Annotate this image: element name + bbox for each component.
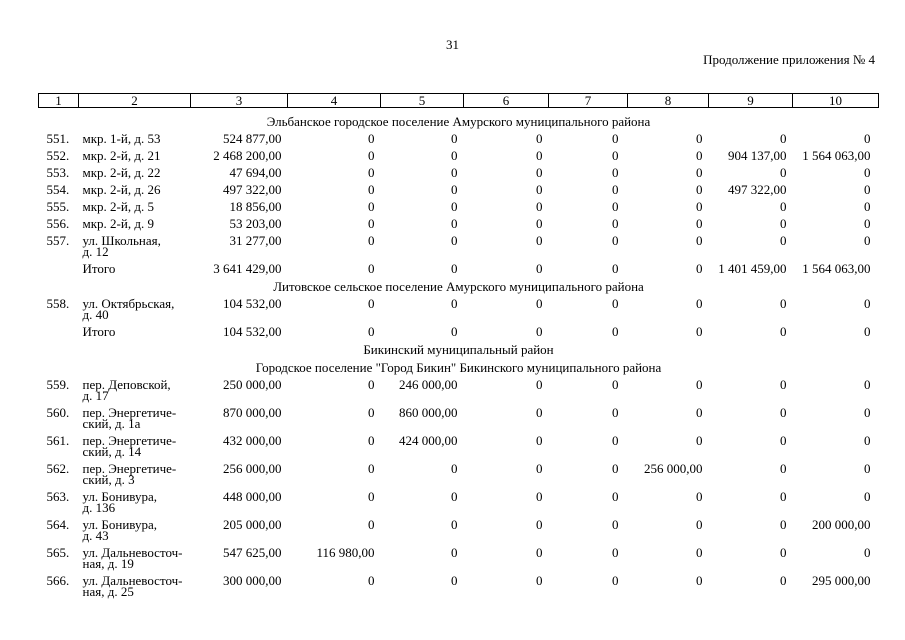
amount-col-10: 0 (864, 296, 871, 311)
address-line: ул. Бонивура, (82, 517, 158, 532)
amount-col-9: 0 (780, 461, 787, 476)
amount-col-7: 0 (612, 296, 619, 311)
amount-col-6: 0 (536, 324, 543, 339)
amount-col-10: 0 (864, 216, 871, 231)
amount-col-4: 0 (368, 489, 375, 504)
amount-col-9: 497 322,00 (728, 182, 787, 197)
column-header-7: 7 (549, 94, 628, 108)
total-label: Итого (82, 324, 116, 339)
amount-col-9: 0 (780, 165, 787, 180)
section-heading-row (39, 340, 879, 358)
appendix-continuation-caption: Продолжение приложения № 4 (703, 52, 875, 67)
amount-col-8: 256 000,00 (644, 461, 703, 476)
amount-col-3: 104 532,00 (223, 296, 282, 311)
amount-col-6: 0 (536, 461, 543, 476)
table-row (39, 544, 879, 572)
amount-col-4: 0 (368, 131, 375, 146)
amount-col-8: 0 (696, 517, 703, 532)
amount-col-8: 0 (696, 216, 703, 231)
address-cell (79, 130, 191, 147)
table-row (39, 164, 879, 181)
amount-col-3: 18 856,00 (229, 199, 282, 214)
amount-col-9: 0 (780, 517, 787, 532)
amount-col-7: 0 (612, 461, 619, 476)
amount-col-3: 300 000,00 (223, 573, 282, 588)
address-line: ная, д. 25 (82, 584, 134, 599)
address-line: пер. Деповской, (82, 377, 171, 392)
amount-col-9: 0 (780, 216, 787, 231)
amount-col-7: 0 (612, 377, 619, 392)
amount-col-8: 0 (696, 545, 703, 560)
address-line: д. 12 (82, 244, 109, 259)
amount-col-4: 0 (368, 377, 375, 392)
amount-col-3: 2 468 200,00 (213, 148, 282, 163)
amount-col-9: 0 (780, 199, 787, 214)
appendix-table (38, 93, 879, 600)
amount-col-7: 0 (612, 545, 619, 560)
amount-col-7: 0 (612, 165, 619, 180)
row-number: 566. (46, 573, 70, 588)
amount-col-10: 0 (864, 233, 871, 248)
amount-col-8: 0 (696, 433, 703, 448)
address-line: ский, д. 3 (82, 472, 135, 487)
address-line: д. 17 (82, 388, 109, 403)
amount-col-6: 0 (536, 165, 543, 180)
column-header-4: 4 (288, 94, 381, 108)
table-row (39, 181, 879, 198)
amount-col-10: 0 (864, 324, 871, 339)
amount-col-8: 0 (696, 148, 703, 163)
amount-col-5: 0 (451, 131, 458, 146)
amount-col-10: 0 (864, 545, 871, 560)
amount-col-10: 0 (864, 199, 871, 214)
address-line: ский, д. 1а (82, 416, 141, 431)
address-cell (79, 147, 191, 164)
amount-col-6: 0 (536, 199, 543, 214)
amount-col-10: 0 (864, 433, 871, 448)
address-line: д. 40 (82, 307, 109, 322)
amount-col-3: 53 203,00 (229, 216, 282, 231)
page-number: 31 (446, 37, 459, 52)
amount-col-7: 0 (612, 148, 619, 163)
section-heading-row (39, 277, 879, 295)
amount-col-5: 0 (451, 216, 458, 231)
section-heading: Литовское сельское поселение Амурского муниципального района (273, 279, 644, 294)
section-heading: Бикинский муниципальный район (363, 342, 554, 357)
address-cell (79, 544, 191, 572)
amount-col-8: 0 (696, 233, 703, 248)
amount-col-8: 0 (696, 165, 703, 180)
amount-col-9: 0 (780, 296, 787, 311)
table-row (39, 432, 879, 460)
column-header-3: 3 (191, 94, 288, 108)
amount-col-7: 0 (612, 324, 619, 339)
amount-col-4: 0 (368, 216, 375, 231)
address-line: ул. Бонивура, (82, 489, 158, 504)
table-header (39, 94, 879, 108)
amount-col-6: 0 (536, 131, 543, 146)
amount-col-10: 0 (864, 461, 871, 476)
amount-col-5: 424 000,00 (399, 433, 458, 448)
amount-col-3: 205 000,00 (223, 517, 282, 532)
amount-col-10: 295 000,00 (812, 573, 871, 588)
table-row (39, 198, 879, 215)
amount-col-10: 0 (864, 165, 871, 180)
amount-col-7: 0 (612, 517, 619, 532)
amount-col-5: 0 (451, 182, 458, 197)
amount-col-9: 0 (780, 233, 787, 248)
amount-col-4: 116 980,00 (316, 545, 375, 560)
amount-col-5: 246 000,00 (399, 377, 458, 392)
amount-col-8: 0 (696, 261, 703, 276)
column-header-6: 6 (464, 94, 549, 108)
amount-col-5: 0 (451, 545, 458, 560)
amount-col-6: 0 (536, 148, 543, 163)
amount-col-9: 0 (780, 545, 787, 560)
amount-col-7: 0 (612, 433, 619, 448)
address-cell (79, 516, 191, 544)
address-line: ул. Октябрьская, (82, 296, 175, 311)
amount-col-9: 0 (780, 324, 787, 339)
row-number: 562. (46, 461, 70, 476)
amount-col-4: 0 (368, 573, 375, 588)
row-number: 559. (46, 377, 70, 392)
section-heading: Эльбанское городское поселение Амурского муниципального района (266, 114, 651, 129)
amount-col-4: 0 (368, 165, 375, 180)
amount-col-7: 0 (612, 233, 619, 248)
address-line: ул. Дальневосточ- (82, 545, 183, 560)
section-heading-row (39, 112, 879, 130)
amount-col-7: 0 (612, 261, 619, 276)
column-header-2: 2 (79, 94, 191, 108)
amount-col-6: 0 (536, 573, 543, 588)
amount-col-5: 0 (451, 461, 458, 476)
address-cell (79, 488, 191, 516)
total-label-cell (79, 260, 191, 277)
address-line: д. 43 (82, 528, 109, 543)
amount-col-9: 0 (780, 377, 787, 392)
row-number: 554. (46, 182, 70, 197)
amount-col-6: 0 (536, 377, 543, 392)
table-row (39, 215, 879, 232)
amount-col-4: 0 (368, 199, 375, 214)
column-header-9: 9 (709, 94, 793, 108)
amount-col-9: 0 (780, 573, 787, 588)
address-cell (79, 215, 191, 232)
total-label: Итого (82, 261, 116, 276)
address-line: пер. Энергетиче- (82, 405, 177, 420)
amount-col-3: 432 000,00 (223, 433, 282, 448)
amount-col-3: 547 625,00 (223, 545, 282, 560)
total-label-cell (79, 323, 191, 340)
amount-col-6: 0 (536, 296, 543, 311)
amount-col-5: 0 (451, 517, 458, 532)
address-cell (79, 164, 191, 181)
address-line: мкр. 2-й, д. 26 (82, 182, 161, 197)
total-row (39, 323, 879, 340)
amount-col-10: 1 564 063,00 (802, 148, 871, 163)
amount-col-9: 1 401 459,00 (718, 261, 787, 276)
table-row (39, 295, 879, 323)
table-row (39, 488, 879, 516)
amount-col-4: 0 (368, 296, 375, 311)
table-row (39, 572, 879, 600)
amount-col-8: 0 (696, 489, 703, 504)
amount-col-5: 0 (451, 296, 458, 311)
amount-col-6: 0 (536, 517, 543, 532)
amount-col-3: 47 694,00 (229, 165, 282, 180)
row-number: 564. (46, 517, 70, 532)
amount-col-3: 31 277,00 (229, 233, 282, 248)
column-header-10: 10 (793, 94, 879, 108)
amount-col-3: 448 000,00 (223, 489, 282, 504)
amount-col-9: 0 (780, 405, 787, 420)
row-number: 557. (46, 233, 70, 248)
amount-col-7: 0 (612, 573, 619, 588)
amount-col-5: 0 (451, 573, 458, 588)
amount-col-6: 0 (536, 405, 543, 420)
amount-col-3: 497 322,00 (223, 182, 282, 197)
amount-col-10: 1 564 063,00 (802, 261, 871, 276)
amount-col-7: 0 (612, 489, 619, 504)
amount-col-7: 0 (612, 216, 619, 231)
amount-col-8: 0 (696, 377, 703, 392)
amount-col-4: 0 (368, 148, 375, 163)
amount-col-5: 0 (451, 324, 458, 339)
amount-col-4: 0 (368, 261, 375, 276)
table-row (39, 130, 879, 147)
amount-col-8: 0 (696, 324, 703, 339)
address-line: д. 136 (82, 500, 116, 515)
address-line: мкр. 2-й, д. 22 (82, 165, 161, 180)
amount-col-4: 0 (368, 433, 375, 448)
address-cell (79, 181, 191, 198)
row-number: 551. (46, 131, 70, 146)
amount-col-7: 0 (612, 405, 619, 420)
address-cell (79, 460, 191, 488)
column-header-5: 5 (381, 94, 464, 108)
row-number: 552. (46, 148, 70, 163)
amount-col-8: 0 (696, 182, 703, 197)
amount-col-6: 0 (536, 233, 543, 248)
amount-col-8: 0 (696, 405, 703, 420)
amount-col-5: 0 (451, 199, 458, 214)
amount-col-4: 0 (368, 182, 375, 197)
amount-col-4: 0 (368, 405, 375, 420)
amount-col-9: 0 (780, 489, 787, 504)
amount-col-5: 0 (451, 165, 458, 180)
row-number: 563. (46, 489, 70, 504)
table-row (39, 516, 879, 544)
amount-col-10: 0 (864, 405, 871, 420)
amount-col-6: 0 (536, 433, 543, 448)
table-body (39, 108, 879, 601)
amount-col-8: 0 (696, 573, 703, 588)
amount-col-5: 0 (451, 148, 458, 163)
total-row (39, 260, 879, 277)
amount-col-4: 0 (368, 461, 375, 476)
amount-col-6: 0 (536, 545, 543, 560)
column-header-1: 1 (39, 94, 79, 108)
table-row (39, 376, 879, 404)
amount-col-9: 904 137,00 (728, 148, 787, 163)
table-row (39, 232, 879, 260)
amount-col-8: 0 (696, 296, 703, 311)
row-number: 555. (46, 199, 70, 214)
amount-col-3: 870 000,00 (223, 405, 282, 420)
table-row (39, 460, 879, 488)
address-line: мкр. 2-й, д. 5 (82, 199, 154, 214)
amount-col-9: 0 (780, 433, 787, 448)
row-number: 556. (46, 216, 70, 231)
amount-col-4: 0 (368, 233, 375, 248)
amount-col-9: 0 (780, 131, 787, 146)
address-cell (79, 376, 191, 404)
address-cell (79, 572, 191, 600)
amount-col-3: 3 641 429,00 (213, 261, 282, 276)
amount-col-10: 0 (864, 489, 871, 504)
address-line: мкр. 2-й, д. 21 (82, 148, 161, 163)
amount-col-3: 524 877,00 (223, 131, 282, 146)
amount-col-8: 0 (696, 199, 703, 214)
address-cell (79, 295, 191, 323)
amount-col-5: 860 000,00 (399, 405, 458, 420)
row-number: 553. (46, 165, 70, 180)
address-line: пер. Энергетиче- (82, 461, 177, 476)
amount-col-7: 0 (612, 182, 619, 197)
amount-col-10: 0 (864, 377, 871, 392)
amount-col-8: 0 (696, 131, 703, 146)
amount-col-5: 0 (451, 489, 458, 504)
row-number: 560. (46, 405, 70, 420)
section-heading-row (39, 358, 879, 376)
amount-col-3: 256 000,00 (223, 461, 282, 476)
amount-col-6: 0 (536, 489, 543, 504)
address-line: ул. Дальневосточ- (82, 573, 183, 588)
amount-col-10: 200 000,00 (812, 517, 871, 532)
section-heading: Городское поселение "Город Бикин" Бикинского муниципального района (255, 360, 662, 375)
amount-col-5: 0 (451, 261, 458, 276)
column-number-row (39, 94, 879, 108)
amount-col-6: 0 (536, 182, 543, 197)
amount-col-10: 0 (864, 131, 871, 146)
amount-col-4: 0 (368, 324, 375, 339)
address-line: мкр. 1-й, д. 53 (82, 131, 161, 146)
row-number: 561. (46, 433, 70, 448)
row-number-empty (39, 260, 79, 277)
address-line: ная, д. 19 (82, 556, 134, 571)
address-cell (79, 432, 191, 460)
address-line: ул. Школьная, (82, 233, 161, 248)
amount-col-7: 0 (612, 131, 619, 146)
amount-col-4: 0 (368, 517, 375, 532)
amount-col-10: 0 (864, 182, 871, 197)
amount-col-6: 0 (536, 261, 543, 276)
address-cell (79, 404, 191, 432)
row-number: 565. (46, 545, 70, 560)
address-line: мкр. 2-й, д. 9 (82, 216, 154, 231)
amount-col-6: 0 (536, 216, 543, 231)
address-cell (79, 232, 191, 260)
table-row (39, 147, 879, 164)
address-cell (79, 198, 191, 215)
table-row (39, 404, 879, 432)
amount-col-3: 250 000,00 (223, 377, 282, 392)
address-line: пер. Энергетиче- (82, 433, 177, 448)
row-number-empty (39, 323, 79, 340)
amount-col-7: 0 (612, 199, 619, 214)
amount-col-3: 104 532,00 (223, 324, 282, 339)
row-number: 558. (46, 296, 70, 311)
address-line: ский, д. 14 (82, 444, 142, 459)
column-header-8: 8 (628, 94, 709, 108)
amount-col-5: 0 (451, 233, 458, 248)
